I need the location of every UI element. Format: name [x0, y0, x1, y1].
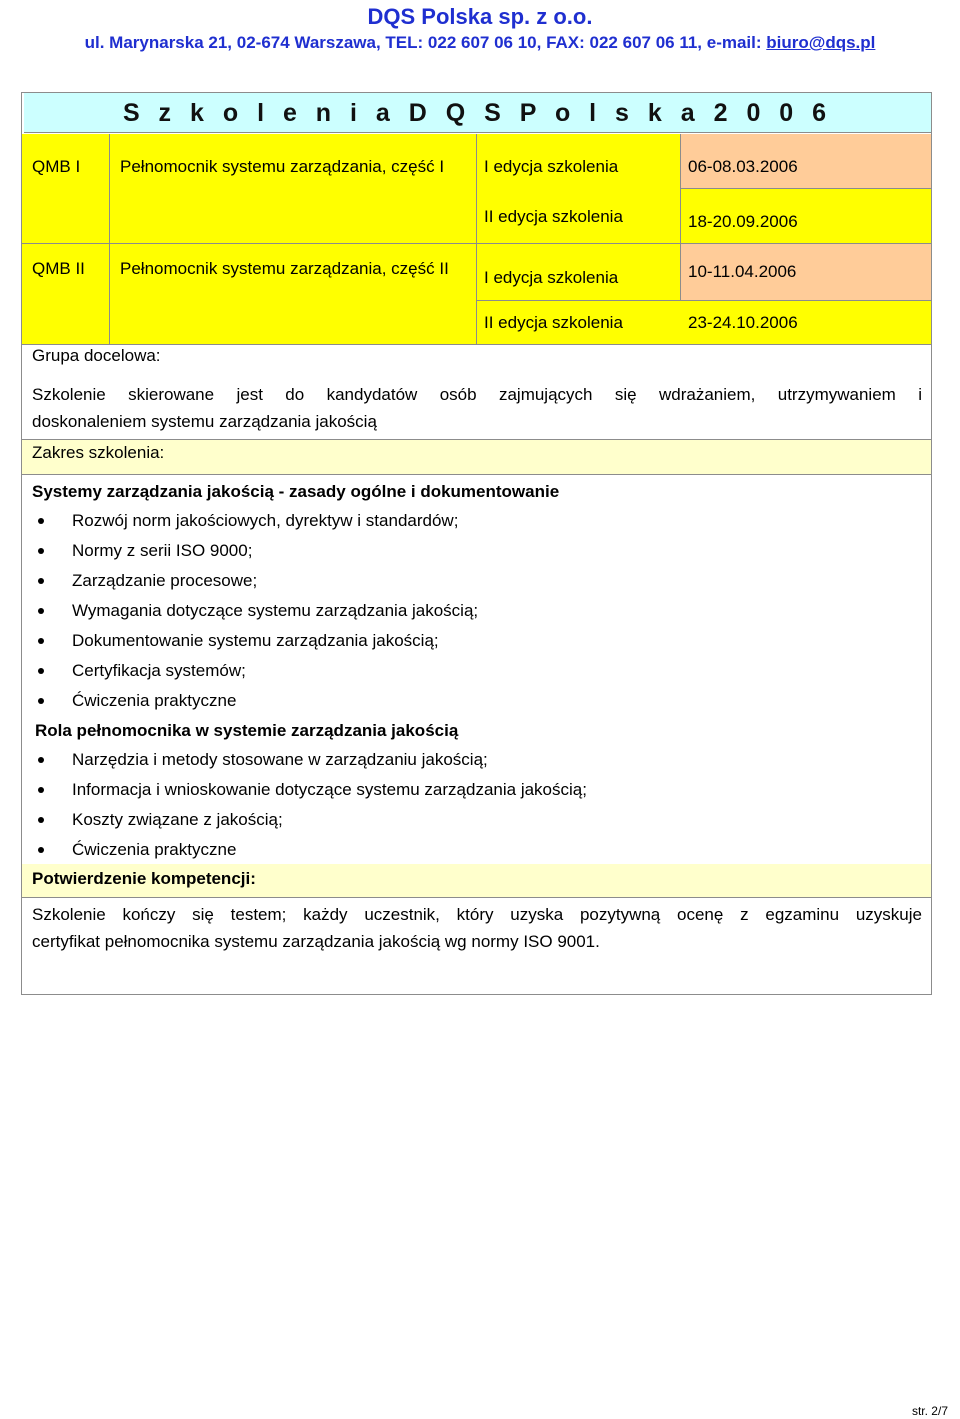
edition-date: 06-08.03.2006 — [688, 157, 798, 176]
edition-date: 18-20.09.2006 — [688, 212, 798, 231]
bullet-icon — [38, 847, 44, 853]
list-item: Ćwiczenia praktyczne — [32, 835, 587, 865]
page-title: S z k o l e n i a D Q S P o l s k a 2 0 0 6 — [24, 93, 931, 133]
bullet-icon — [38, 668, 44, 674]
edition-label: II edycja szkolenia — [484, 313, 623, 332]
edition-label: I edycja szkolenia — [484, 157, 619, 176]
bullet-icon — [38, 518, 44, 524]
edition-label: II edycja szkolenia — [484, 207, 623, 226]
list-item: Koszty związane z jakością; — [32, 805, 587, 835]
course-code-qmb1: QMB I — [32, 157, 81, 176]
course-code-qmb2: QMB II — [32, 259, 85, 278]
section-title: Rola pełnomocnika w systemie zarządzania jakością — [35, 721, 459, 740]
competence-heading: Potwierdzenie kompetencji: — [32, 869, 256, 888]
bullet-icon — [38, 638, 44, 644]
scope-heading: Zakres szkolenia: — [32, 443, 165, 462]
competence-line: Szkolenie kończy się testem; każdy uczestnik, który uzyska pozytywną ocenę z egzaminu uzyskuje — [32, 905, 922, 924]
address-text: ul. Marynarska 21, 02-674 Warszawa, TEL: 022 607 06 10, FAX: 022 607 06 11, e-mail: — [84, 33, 767, 52]
bullet-icon — [38, 698, 44, 704]
bullet-icon — [38, 757, 44, 763]
list-item: Zarządzanie procesowe; — [32, 566, 478, 596]
list-item: Rozwój norm jakościowych, dyrektyw i standardów; — [32, 506, 478, 536]
list-item: Certyfikacja systemów; — [32, 656, 478, 686]
target-group-heading: Grupa docelowa: — [32, 346, 161, 365]
section2-list — [32, 745, 587, 865]
bullet-icon — [38, 548, 44, 554]
email-link[interactable]: biuro@dqs.pl — [766, 33, 876, 52]
target-group-line: doskonaleniem systemu zarządzania jakością — [32, 412, 377, 431]
competence-line: certyfikat pełnomocnika systemu zarządzania jakością wg normy ISO 9001. — [32, 932, 600, 951]
list-item: Normy z serii ISO 9000; — [32, 536, 478, 566]
section-title: Systemy zarządzania jakością - zasady ogólne i dokumentowanie — [32, 482, 560, 501]
edition-date: 10-11.04.2006 — [688, 262, 797, 281]
competence-text — [32, 901, 922, 955]
company-address — [0, 33, 960, 53]
list-item: Dokumentowanie systemu zarządzania jakością; — [32, 626, 478, 656]
section1-list — [32, 506, 478, 716]
list-item: Narzędzia i metody stosowane w zarządzaniu jakością; — [32, 745, 587, 775]
bullet-icon — [38, 608, 44, 614]
edition-date: 23-24.10.2006 — [688, 313, 798, 332]
list-item: Wymagania dotyczące systemu zarządzania jakością; — [32, 596, 478, 626]
bullet-icon — [38, 787, 44, 793]
course-name-qmb2: Pełnomocnik systemu zarządzania, część II — [120, 259, 449, 278]
bullet-icon — [38, 578, 44, 584]
target-group-text — [32, 381, 922, 435]
bullet-icon — [38, 817, 44, 823]
course-name-qmb1: Pełnomocnik systemu zarządzania, część I — [120, 157, 445, 176]
list-item: Ćwiczenia praktyczne — [32, 686, 478, 716]
target-group-line: Szkolenie skierowane jest do kandydatów osób zajmujących się wdrażaniem, utrzymywaniem i — [32, 385, 922, 404]
list-item: Informacja i wnioskowanie dotyczące systemu zarządzania jakością; — [32, 775, 587, 805]
page-number: str. 2/7 — [911, 1404, 948, 1418]
edition-label: I edycja szkolenia — [484, 268, 619, 287]
company-name: DQS Polska sp. z o.o. — [367, 4, 593, 29]
